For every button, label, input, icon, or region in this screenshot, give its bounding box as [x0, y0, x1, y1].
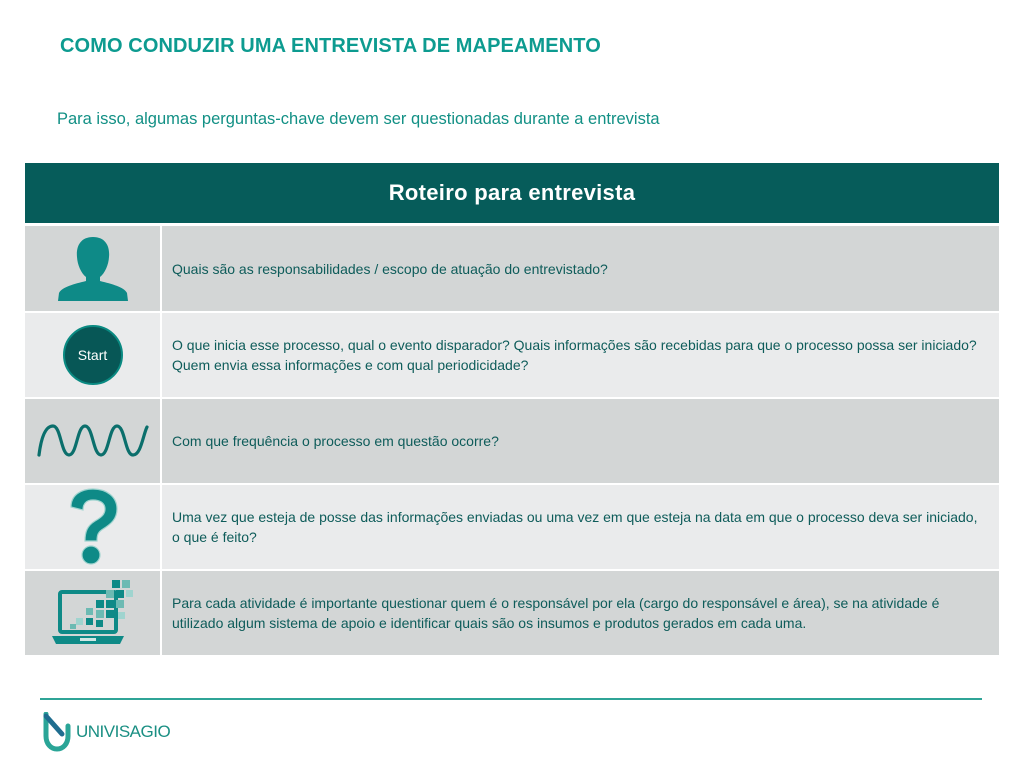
start-icon	[63, 325, 123, 385]
table-row	[25, 311, 999, 397]
start-icon-label: Start	[77, 347, 108, 363]
row-text: O que inicia esse processo, qual o evento disparador? Quais informações são recebidas para que o processo possa ser iniciado? Quem envia essa informações e com qual periodicidade?	[162, 313, 999, 397]
table-row	[25, 569, 999, 655]
person-icon	[56, 235, 130, 303]
slide-subtitle: Para isso, algumas perguntas-chave devem ser questionadas durante a entrevista	[57, 110, 660, 128]
table-row	[25, 223, 999, 311]
icon-cell	[25, 399, 162, 483]
slide-title: COMO CONDUZIR UMA ENTREVISTA DE MAPEAMENTO	[60, 35, 601, 57]
univisagio-logo	[42, 712, 170, 752]
question-mark-icon	[65, 487, 121, 567]
logo-text: UNIVISAGIO	[76, 722, 171, 741]
row-text: Com que frequência o processo em questão ocorre?	[162, 399, 999, 483]
icon-cell	[25, 226, 162, 311]
table-row	[25, 397, 999, 483]
icon-cell	[25, 485, 162, 569]
row-text: Para cada atividade é importante questionar quem é o responsável por ela (cargo do responsável e área), se na atividade é utilizado algum sistema de apoio e identificar quais são os insumos e produtos gerados em cada uma.	[162, 571, 999, 655]
icon-cell	[25, 571, 162, 655]
icon-cell	[25, 313, 162, 397]
table-row	[25, 483, 999, 569]
univisagio-logo-mark-icon	[42, 712, 72, 752]
row-text: Uma vez que esteja de posse das informações enviadas ou uma vez em que esteja na data em que o processo deva ser iniciado, o que é feito?	[162, 485, 999, 569]
row-text: Quais são as responsabilidades / escopo de atuação do entrevistado?	[162, 226, 999, 311]
table-header: Roteiro para entrevista	[25, 163, 999, 223]
footer-divider	[40, 698, 982, 700]
wave-icon	[37, 421, 149, 461]
interview-script-table	[25, 163, 999, 655]
laptop-icon	[50, 578, 136, 648]
